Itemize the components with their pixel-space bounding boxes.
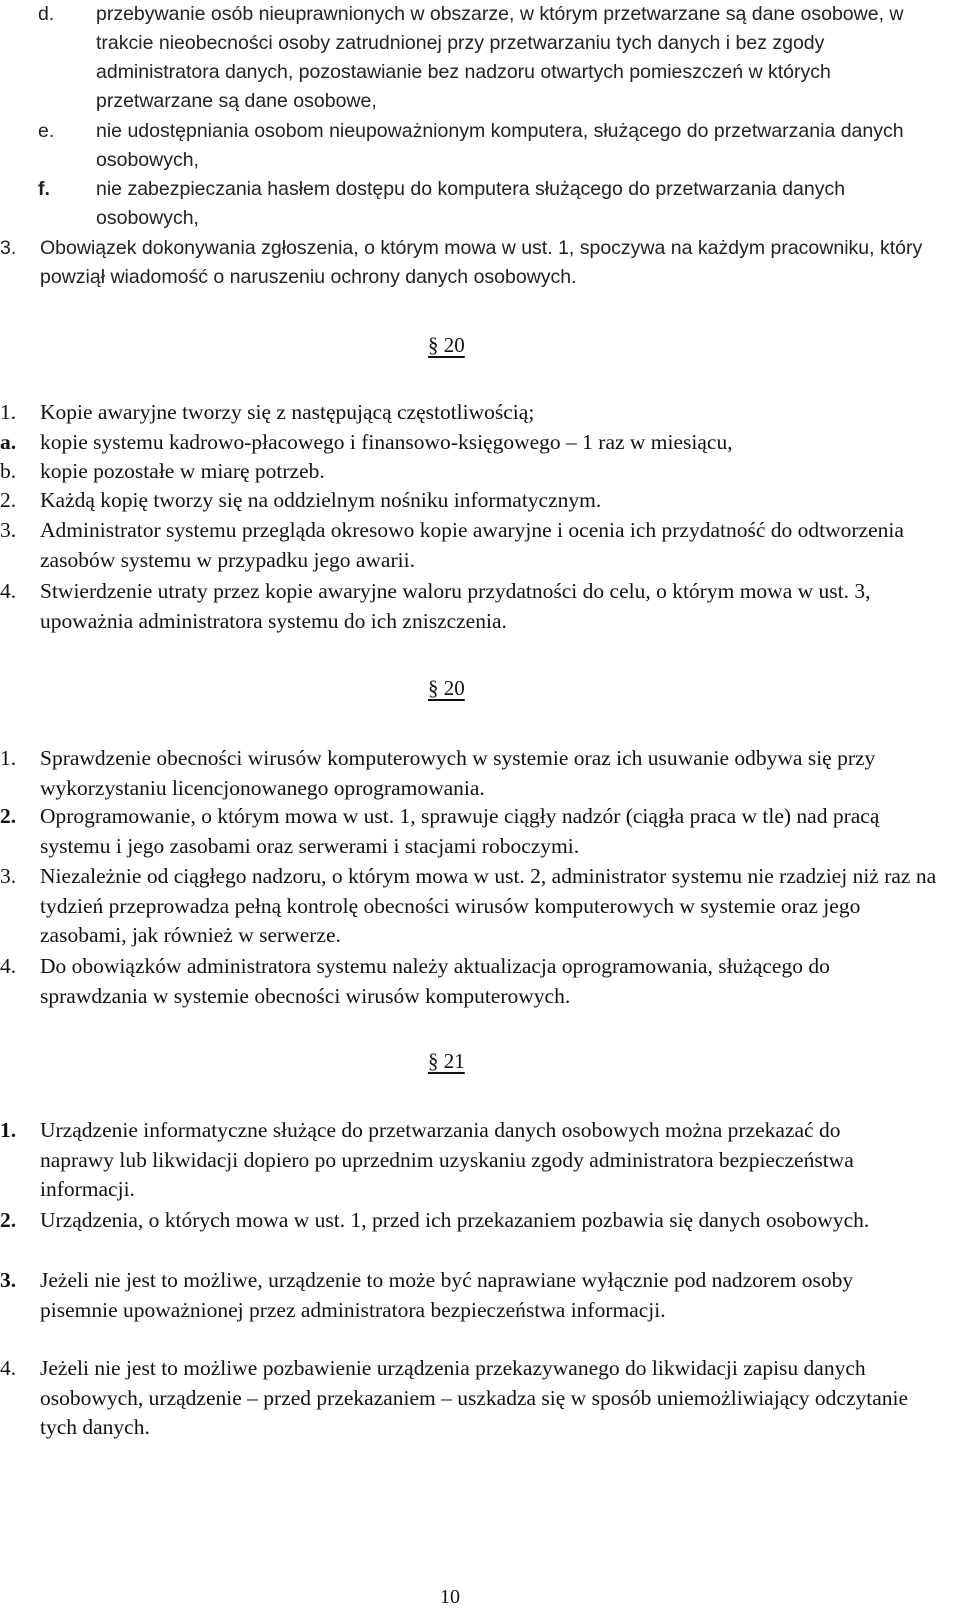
list-item-3: [0, 1266, 880, 1325]
list-text: Kopie awaryjne tworzy się z następującą częstotliwością;: [40, 400, 535, 424]
list-text: Stwierdzenie utraty przez kopie awaryjne waloru przydatności do celu, o którym mowa w ust. 3, upoważnia administratora systemu do ich zniszczenia.: [40, 579, 871, 633]
list-item-4: [0, 577, 900, 636]
list-label: f.: [38, 178, 50, 200]
list-text: Do obowiązków administratora systemu należy aktualizacja oprogramowania, służącego do sprawdzania w systemie obecności wirusów komputerowych.: [40, 954, 830, 1008]
section-heading: § 21: [428, 1049, 465, 1073]
list-label: 2.: [0, 488, 17, 512]
list-item-d: [38, 0, 938, 116]
list-text: Obowiązek dokonywania zgłoszenia, o którym mowa w ust. 1, spoczywa na każdym pracowniku, który powziął wiadomość o naruszeniu ochrony danych osobowych.: [40, 237, 923, 288]
list-label: a.: [0, 430, 17, 454]
list-label: d.: [38, 3, 55, 25]
list-label: 2.: [0, 1208, 17, 1232]
list-item-4: [0, 952, 900, 1011]
list-label: 4.: [0, 954, 17, 978]
list-label: 1.: [0, 746, 17, 770]
list-label: 1.: [0, 1118, 17, 1142]
list-item-2: [0, 1206, 920, 1236]
list-text: Oprogramowanie, o którym mowa w ust. 1, sprawuje ciągły nadzór (ciągła praca w tle) nad pracą systemu i jego zasobami oraz serwerami i stacjami roboczymi.: [40, 804, 880, 858]
list-text: Urządzenie informatyczne służące do przetwarzania danych osobowych można przekazać do naprawy lub likwidacji dopiero po uprzednim uzyskaniu zgody administratora bezpieczeństwa informacji.: [40, 1118, 854, 1201]
list-label: 3.: [0, 1268, 17, 1292]
list-item-3: [0, 862, 940, 951]
list-item-a: [0, 428, 940, 458]
list-label: 3.: [0, 237, 17, 259]
list-item-3: [0, 234, 940, 292]
list-text: Jeżeli nie jest to możliwe pozbawienie urządzenia przekazywanego do likwidacji zapisu danych osobowych, urządzenie – przed przekazaniem – uszkadza się w sposób uniemożliwiający odczytanie tych danych.: [40, 1356, 909, 1439]
list-item-1: [0, 744, 900, 803]
list-label: 4.: [0, 1356, 17, 1380]
list-text: Sprawdzenie obecności wirusów komputerowych w systemie oraz ich usuwanie odbywa się przy wykorzystaniu licencjonowanego oprogramowania.: [40, 746, 876, 800]
section-heading: § 20: [428, 333, 465, 357]
list-text: nie zabezpieczania hasłem dostępu do komputera służącego do przetwarzania danych osobowych,: [96, 178, 846, 229]
list-text: Każdą kopię tworzy się na oddzielnym nośniku informatycznym.: [40, 488, 602, 512]
list-item-4: [0, 1354, 920, 1443]
list-item-2: [0, 802, 900, 861]
list-label: 3.: [0, 864, 17, 888]
list-label: 4.: [0, 579, 17, 603]
list-item-f: [38, 175, 938, 233]
list-text: kopie pozostałe w miarę potrzeb.: [40, 459, 325, 483]
list-text: przebywanie osób nieuprawnionych w obszarze, w którym przetwarzane są dane osobowe, w trakcie nieobecności osoby zatrudnionej przy przetwarzaniu tych danych i bez zgody administratora danych, pozostawianie bez nadzoru otwartych pomieszczeń w których przetwarzane są dane osobowe,: [96, 3, 904, 112]
list-text: Urządzenia, o których mowa w ust. 1, przed ich przekazaniem pozbawia się danych osobowych.: [40, 1208, 870, 1232]
list-item-3: [0, 516, 920, 575]
list-text: kopie systemu kadrowo-płacowego i finansowo-księgowego – 1 raz w miesiącu,: [40, 430, 733, 454]
list-text: nie udostępniania osobom nieupoważnionym komputera, służącego do przetwarzania danych osobowych,: [96, 120, 904, 171]
list-item-2: [0, 486, 940, 516]
list-label: 2.: [0, 804, 17, 828]
list-label: 3.: [0, 518, 17, 542]
list-item-1: [0, 398, 940, 428]
list-text: Administrator systemu przegląda okresowo kopie awaryjne i ocenia ich przydatność do odtworzenia zasobów systemu w przypadku jego awarii.: [40, 518, 904, 572]
list-label: e.: [38, 120, 55, 142]
section-heading: § 20: [428, 676, 465, 700]
list-label: b.: [0, 459, 17, 483]
page-number: 10: [440, 1586, 460, 1608]
list-item-b: [0, 457, 940, 487]
list-item-e: [38, 117, 938, 175]
list-text: Niezależnie od ciągłego nadzoru, o którym mowa w ust. 2, administrator systemu nie rzadziej niż raz na tydzień przeprowadza pełną kontrolę obecności wirusów komputerowych w systemie oraz jego zasobami, jak również w serwerze.: [40, 864, 937, 947]
list-label: 1.: [0, 400, 17, 424]
list-text: Jeżeli nie jest to możliwe, urządzenie to może być naprawiane wyłącznie pod nadzorem osoby pisemnie upoważnionej przez administratora bezpieczeństwa informacji.: [40, 1268, 854, 1322]
list-item-1: [0, 1116, 900, 1205]
